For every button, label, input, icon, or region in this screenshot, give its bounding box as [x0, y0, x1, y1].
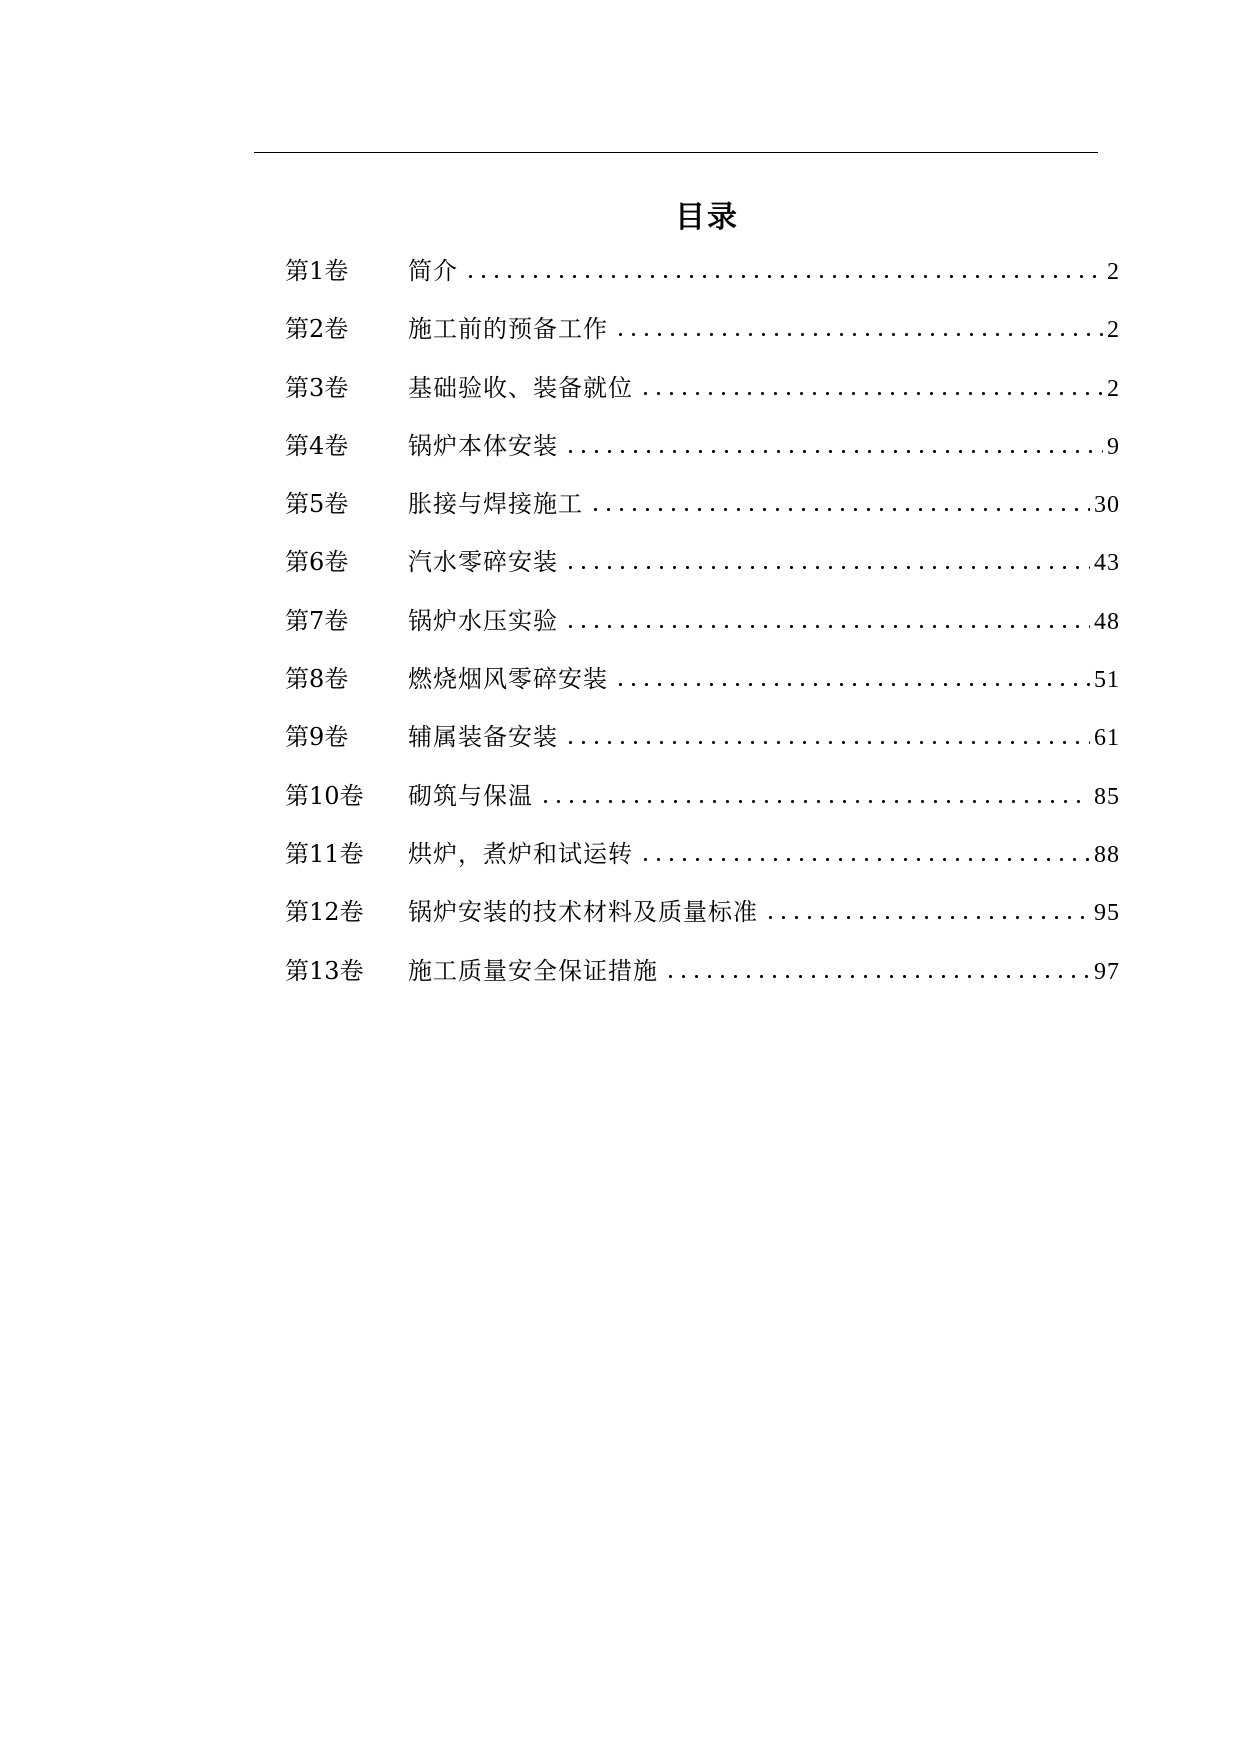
toc-entry	[285, 883, 1120, 941]
toc-entry-volume: 第7卷	[285, 606, 349, 635]
toc-leader-dots	[664, 974, 1090, 979]
toc-entry-page: 95	[1094, 900, 1120, 927]
toc-entry-title: 锅炉本体安装	[408, 431, 558, 460]
toc-entry-volume: 第9卷	[285, 723, 349, 752]
toc-entry-page: 43	[1094, 550, 1120, 577]
toc-entry-page: 2	[1107, 259, 1120, 285]
toc-leader-dots	[614, 332, 1103, 337]
toc-entry	[285, 417, 1120, 475]
toc-entry-page: 2	[1107, 375, 1120, 402]
toc-entry-title: 施工前的预备工作	[408, 315, 608, 344]
toc-leader-dots	[639, 391, 1103, 396]
toc-entry-title: 汽水零碎安装	[408, 548, 558, 577]
toc-entry	[285, 533, 1120, 591]
toc-entry-title: 砌筑与保温	[408, 781, 533, 810]
toc-entry-volume: 第13卷	[285, 956, 364, 985]
toc-entry-volume: 第4卷	[285, 431, 349, 460]
toc-entry-title: 燃烧烟风零碎安装	[408, 665, 608, 694]
toc-entry	[285, 359, 1120, 417]
toc-entry-page: 2	[1107, 317, 1120, 344]
toc-leader-dots	[639, 857, 1090, 862]
toc-entry	[285, 708, 1120, 766]
toc-entry-title: 基础验收、装备就位	[408, 373, 633, 402]
toc-entry-volume: 第12卷	[285, 898, 364, 927]
toc-entry-title: 烘炉，煮炉和试运转	[408, 839, 633, 868]
toc-entry	[285, 300, 1120, 358]
header-rule	[254, 152, 1098, 153]
toc-entry	[285, 475, 1120, 533]
toc-leader-dots	[764, 915, 1090, 920]
toc-entry-volume: 第5卷	[285, 490, 349, 519]
toc-entry-volume: 第6卷	[285, 548, 349, 577]
toc-entry-volume: 第2卷	[285, 315, 349, 344]
toc-entry-page: 48	[1094, 608, 1120, 635]
toc-entry-title: 锅炉水压实验	[408, 606, 558, 635]
toc-entry-title: 辅属装备安装	[408, 723, 558, 752]
toc-entry-page: 30	[1094, 492, 1120, 519]
toc-leader-dots	[614, 682, 1090, 687]
toc-entry-title: 施工质量安全保证措施	[408, 956, 658, 985]
toc-leader-dots	[539, 799, 1090, 804]
toc-entry	[285, 242, 1120, 300]
toc-title-container	[254, 192, 1160, 236]
toc-leader-dots	[564, 449, 1103, 454]
toc-entry	[285, 767, 1120, 825]
toc-leader-dots	[464, 274, 1103, 279]
toc-entry	[285, 592, 1120, 650]
toc-leader-dots	[564, 565, 1090, 570]
toc-list	[285, 242, 1120, 1000]
toc-entry-volume: 第11卷	[285, 839, 364, 868]
toc-leader-dots	[564, 624, 1090, 629]
toc-entry-page: 97	[1094, 958, 1120, 985]
toc-entry-title: 锅炉安装的技术材料及质量标准	[408, 898, 758, 927]
toc-entry-page: 9	[1107, 433, 1120, 460]
toc-entry-page: 85	[1094, 783, 1120, 810]
toc-entry	[285, 825, 1120, 883]
toc-leader-dots	[564, 740, 1090, 745]
toc-entry-title: 简介	[408, 257, 458, 285]
toc-entry-volume: 第3卷	[285, 373, 349, 402]
toc-entry-page: 51	[1094, 667, 1120, 694]
toc-entry-page: 61	[1094, 725, 1120, 752]
toc-entry-volume: 第1卷	[285, 257, 349, 285]
toc-entry-page: 88	[1094, 841, 1120, 868]
toc-entry	[285, 942, 1120, 1000]
toc-entry-volume: 第8卷	[285, 665, 349, 694]
toc-title: 目录	[675, 200, 739, 235]
toc-entry-title: 胀接与焊接施工	[408, 490, 583, 519]
toc-entry-volume: 第10卷	[285, 781, 364, 810]
toc-leader-dots	[589, 507, 1090, 512]
toc-entry	[285, 650, 1120, 708]
